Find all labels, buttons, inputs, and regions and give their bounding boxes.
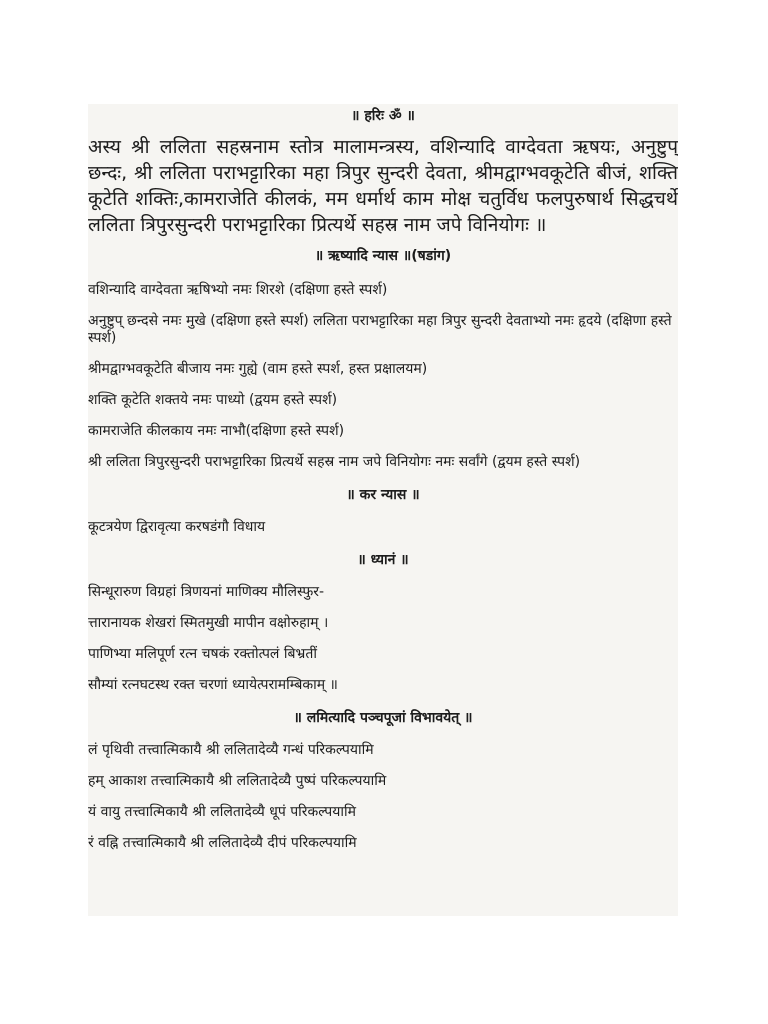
nyasa-line: श्रीमद्वाग्भवकूटेति बीजाय नमः गुह्ये (वाम हस्ते स्पर्श, हस्त प्रक्षालयम) [88,361,428,377]
nyasa-line: श्री ललिता त्रिपुरसुन्दरी पराभट्टारिका प्रित्यर्थे सहस्र नाम जपे विनियोगः नमः सर्वांगे (द्वयम हस्ते स्पर्श) [88,454,581,470]
kara-nyasa-line: कूटत्रयेण द्विरावृत्या करषडंगौ विधाय [88,519,266,535]
dhyanam-verse-line: सिन्धूरारुण विग्रहां त्रिणयनां माणिक्य मौलिस्फुर- [88,584,325,600]
nyasa-line: शक्ति कूटेति शक्तये नमः पाध्यो (द्वयम हस्ते स्पर्श) [88,392,338,408]
puja-line: यं वायु तत्त्वात्मिकायै श्री ललितादेव्यै धूपं परिकल्पयामि [88,804,356,820]
dhyanam-verse-line: त्तारानायक शेखरां स्मितमुखी मापीन वक्षोरुहाम् । [88,615,329,631]
heading-kara-nyasa: ॥ कर न्यास ॥ [346,487,420,503]
nyasa-line: वशिन्यादि वाग्देवता ऋषिभ्यो नमः शिरशे (दक्षिणा हस्ते स्पर्श) [88,282,388,298]
heading-hari-om: ॥ हरिः ॐ ॥ [351,108,415,124]
puja-line: लं पृथिवी तत्त्वात्मिकायै श्री ललितादेव्यै गन्धं परिकल्पयामि [88,742,374,758]
puja-line: रं वह्नि तत्त्वात्मिकायै श्री ललितादेव्यै दीपं परिकल्पयामि [88,835,357,851]
heading-lamityadi-puja: ॥ लमित्यादि पञ्चपूजां विभावयेत् ॥ [293,710,473,726]
heading-rishyadi-nyasa: ॥ ऋष्यादि न्यास ॥(षडांग) [314,248,452,264]
dhyanam-verse-line: सौम्यां रत्नघटस्थ रक्त चरणां ध्यायेत्परामम्बिकाम् ॥ [88,677,338,693]
puja-line: हम् आकाश तत्त्वात्मिकायै श्री ललितादेव्यै पुष्पं परिकल्पयामि [88,773,387,789]
heading-dhyanam: ॥ ध्यानं ॥ [357,552,409,568]
dhyanam-verse-line: पाणिभ्या मलिपूर्ण रत्न चषकं रक्तोत्पलं बिभ्रतीं [88,646,317,662]
document-body [88,104,678,916]
intro-paragraph: अस्य श्री ललिता सहस्रनाम स्तोत्र मालामन्त्रस्य, वशिन्यादि वाग्देवता ऋषयः, अनुष्टुप् छन्दः, श्री ललिता पराभट्टारिका महा त्रिपुर सुन्दरी देवता, श्रीमद्वाग्भवकूटेति बीजं, शक्ति कूटेति शक्तिः,कामराजेति कीलकं, मम धर्मार्थ काम मोक्ष चतुर्विध फलपुरुषार्थ सिद्धचर्थे ललिता त्रिपुरसुन्दरी पराभट्टारिका प्रित्यर्थे सहस्र नाम जपे विनियोगः ॥ [88,136,678,236]
nyasa-line: कामराजेति कीलकाय नमः नाभौ(दक्षिणा हस्ते स्पर्श) [88,423,345,439]
nyasa-line: अनुष्टुप् छन्दसे नमः मुखे (दक्षिणा हस्ते स्पर्श) ललिता पराभट्टारिका महा त्रिपुर सुन्दरी देवताभ्यो नमः हृदये (दक्षिणा हस्ते स्पर्श) [88,313,672,346]
